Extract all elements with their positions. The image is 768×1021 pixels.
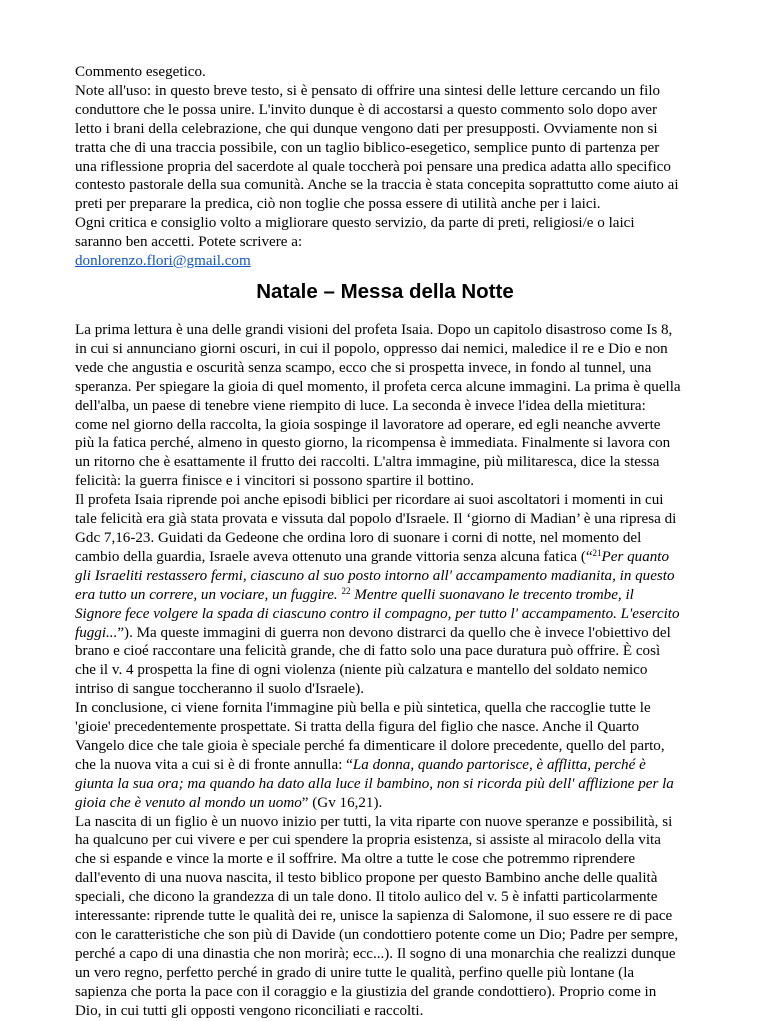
body-line (75, 605, 695, 624)
document-page (75, 63, 695, 1019)
body-line: un vero regno, perfetto perché in grado di unire tutte le qualità, perfino quelle più lontane (la (75, 964, 635, 981)
body-line: La nascita di un figlio è un nuovo inizio per tutti, la vita riparte con nuove speranze e possibilità, si (75, 813, 673, 830)
body-line: ha qualcuno per cui vivere e per cui spendere la propria esistenza, si assiste al miracolo della vita (75, 832, 661, 849)
quote-text: giunta la sua ora; ma quando ha dato alla luce il bambino, non si ricorda più dell' afflizione per la (75, 775, 674, 792)
quote-text: Mentre quelli suonavano le trecento trombe, il (350, 586, 634, 603)
body-line (75, 586, 695, 605)
body-line: Vangelo dice che tale gioia è speciale perché fa dimenticare il dolore precedente, quello del parto, (75, 737, 665, 754)
intro-line: saranno ben accetti. Potete scrivere a: (75, 234, 303, 251)
body-line: che si espande e vince la morte e il soffrire. Ma oltre a tutte le cose che potremmo riprendere (75, 851, 636, 868)
body-line: La prima lettura è una delle grandi visioni del profeta Isaia. Dopo un capitolo disastroso come Is 8, (75, 322, 673, 338)
body-line (75, 756, 695, 775)
body-line: intriso di sangue toccheranno il suolo d'Israele). (75, 681, 364, 698)
body-line (75, 624, 695, 643)
body-text: cambio della guardia, Israele aveva ottenuto una grande vittoria senza alcuna fatica (“ (75, 548, 593, 565)
body-line: perché a capo di una dinastia che non morirà; ecc...). Il sogno di una monarchia che realizzi dunque (75, 945, 676, 962)
quote-text: La donna, quando partorisce, è afflitta, perché è (352, 756, 646, 773)
quote-text: gioia che è venuto al mondo un uomo (75, 794, 302, 811)
body-line: speciali, che dicono la grandezza di un tale dono. Il titolo aulico del v. 5 è infatti particolarmente (75, 889, 658, 906)
body-line: Dio, in cui tutti gli opposti vengono riconciliati e raccolti. (75, 1002, 424, 1019)
intro-line: tratta che di una traccia possibile, con un taglio biblico-esegetico, semplice punto di partenza per (75, 139, 660, 156)
intro-section (75, 63, 695, 271)
body-line: sapienza che porta la pace con il coraggio e la giustizia del grande condottiero). Proprio come in (75, 983, 657, 1000)
quote-text: Per quanto (601, 548, 670, 565)
body-line: felicità: la guerra finisce e i vincitori si possono spartire il bottino. (75, 473, 475, 490)
body-line: In conclusione, ci viene fornita l'immagine più bella e più sintetica, quella che raccoglie tutte le (75, 700, 651, 717)
body-line: con le caratteristiche che son più di Davide (un condottiero potente come un Dio; Padre per sempre, (75, 927, 679, 943)
body-text: ” (Gv 16,21). (301, 794, 383, 811)
body-line: vede che angustia e oscurità senza scampo, ecco che si prospetta invece, in fondo al tunnel, una (75, 359, 652, 376)
body-line: dall'evento di una nuova nascita, il testo biblico propone per questo Bambino anche delle qualità (75, 870, 658, 887)
body-text: che la nuova vita a cui si è di fronte annulla: “ (75, 756, 353, 773)
body-line: che il v. 4 prospetta la fine di ogni violenza (niente più calzatura e mantello del soldato nemico (75, 662, 648, 679)
intro-line: conduttore che le possa unire. L'invito dunque è di accostarsi a questo commento solo dopo aver (75, 101, 657, 118)
email-link[interactable]: donlorenzo.flori@gmail.com (75, 253, 251, 270)
body-line: brano e cioé raccontare una felicità grande, che di fatto solo una pace duratura può offrire. È così (75, 643, 661, 660)
commentary-body (75, 321, 695, 1021)
quote-text: gli Israeliti restassero fermi, ciascuno al suo posto intorno all' accampamento madianita, in questo (75, 567, 675, 584)
body-text: ”). Ma queste immagini di guerra non devono distrarci da quello che è invece l'obiettivo del (117, 624, 671, 641)
body-line (75, 548, 695, 567)
intro-line: una riflessione propria del sacerdote al quale toccherà poi pensare una predica adatta allo specifico (75, 158, 671, 175)
quote-text: Signore fece volgere la spada di ciascuno contro il compagno, per tutto l' accampamento. L'esercito (75, 605, 680, 622)
body-line (75, 794, 695, 813)
intro-line: contesto pastorale della sua comunità. Anche se la traccia è stata concepita soprattutto come aiuto ai (75, 177, 679, 194)
intro-heading: Commento esegetico. (75, 64, 206, 80)
body-line: in cui si annunciano giorni oscuri, in cui il popolo, oppresso dai nemici, maledice il re e Dio e non (75, 340, 668, 357)
body-line: un ritorno che è esattamente il frutto dei raccolti. L'altra immagine, più militaresca, dice la stessa (75, 454, 660, 471)
verse-number: 21 (592, 547, 602, 558)
verse-number: 22 (341, 585, 351, 596)
body-line: Gdc 7,16-23. Guidati da Gedeone che ordina loro di suonare i corni di notte, nel momento del (75, 529, 642, 546)
body-line: Il profeta Isaia riprende poi anche episodi biblici per ricordare ai suoi ascoltatori i momenti in cui (75, 492, 664, 509)
body-line: speranza. Per spiegare la gioia di quel momento, il profeta cerca alcune immagini. La prima è quella (75, 378, 681, 395)
body-line: dell'alba, un paese di tenebre viene riempito di luce. La seconda è invece l'idea della mietitura: (75, 397, 646, 414)
intro-line: preti per preparare la predica, ciò non toglie che possa essere di utilità anche per i laici. (75, 196, 601, 213)
intro-line: Note all'uso: in questo breve testo, si è pensato di offrire una sintesi delle letture cercando un filo (75, 82, 661, 99)
body-line (75, 775, 695, 794)
body-line (75, 567, 695, 586)
body-line: come nel giorno della raccolta, la gioia sospinge il lavoratore ad operare, ed egli neanche avverte (75, 416, 661, 433)
quote-text: fuggi... (75, 624, 118, 641)
body-line: più la fatica perché, almeno in questo giorno, la ricompensa è immediata. Finalmente si lavora con (75, 435, 671, 452)
body-line: 'gioie' precedentemente prospettate. Si tratta della figura del figlio che nasce. Anche il Quarto (75, 719, 640, 736)
email-line (75, 252, 695, 271)
page-title: Natale – Messa della Notte (256, 280, 514, 303)
intro-line: letto i brani della celebrazione, che qui dunque vengono dati per presupposti. Ovviamente non si (75, 120, 658, 137)
body-line: interessante: riprende tutte le qualità dei re, unisce la sapienza di Salomone, il suo essere re di pace (75, 908, 673, 925)
body-line: tale felicità era già stata provata e vissuta dal popolo d'Israele. Il ‘giorno di Madian’ è una ripresa di (75, 511, 677, 528)
quote-text: era tutto un correre, un vociare, un fuggire. (75, 586, 342, 603)
intro-line: Ogni critica e consiglio volto a migliorare questo servizio, da parte di preti, religiosi/e o laici (75, 215, 635, 232)
